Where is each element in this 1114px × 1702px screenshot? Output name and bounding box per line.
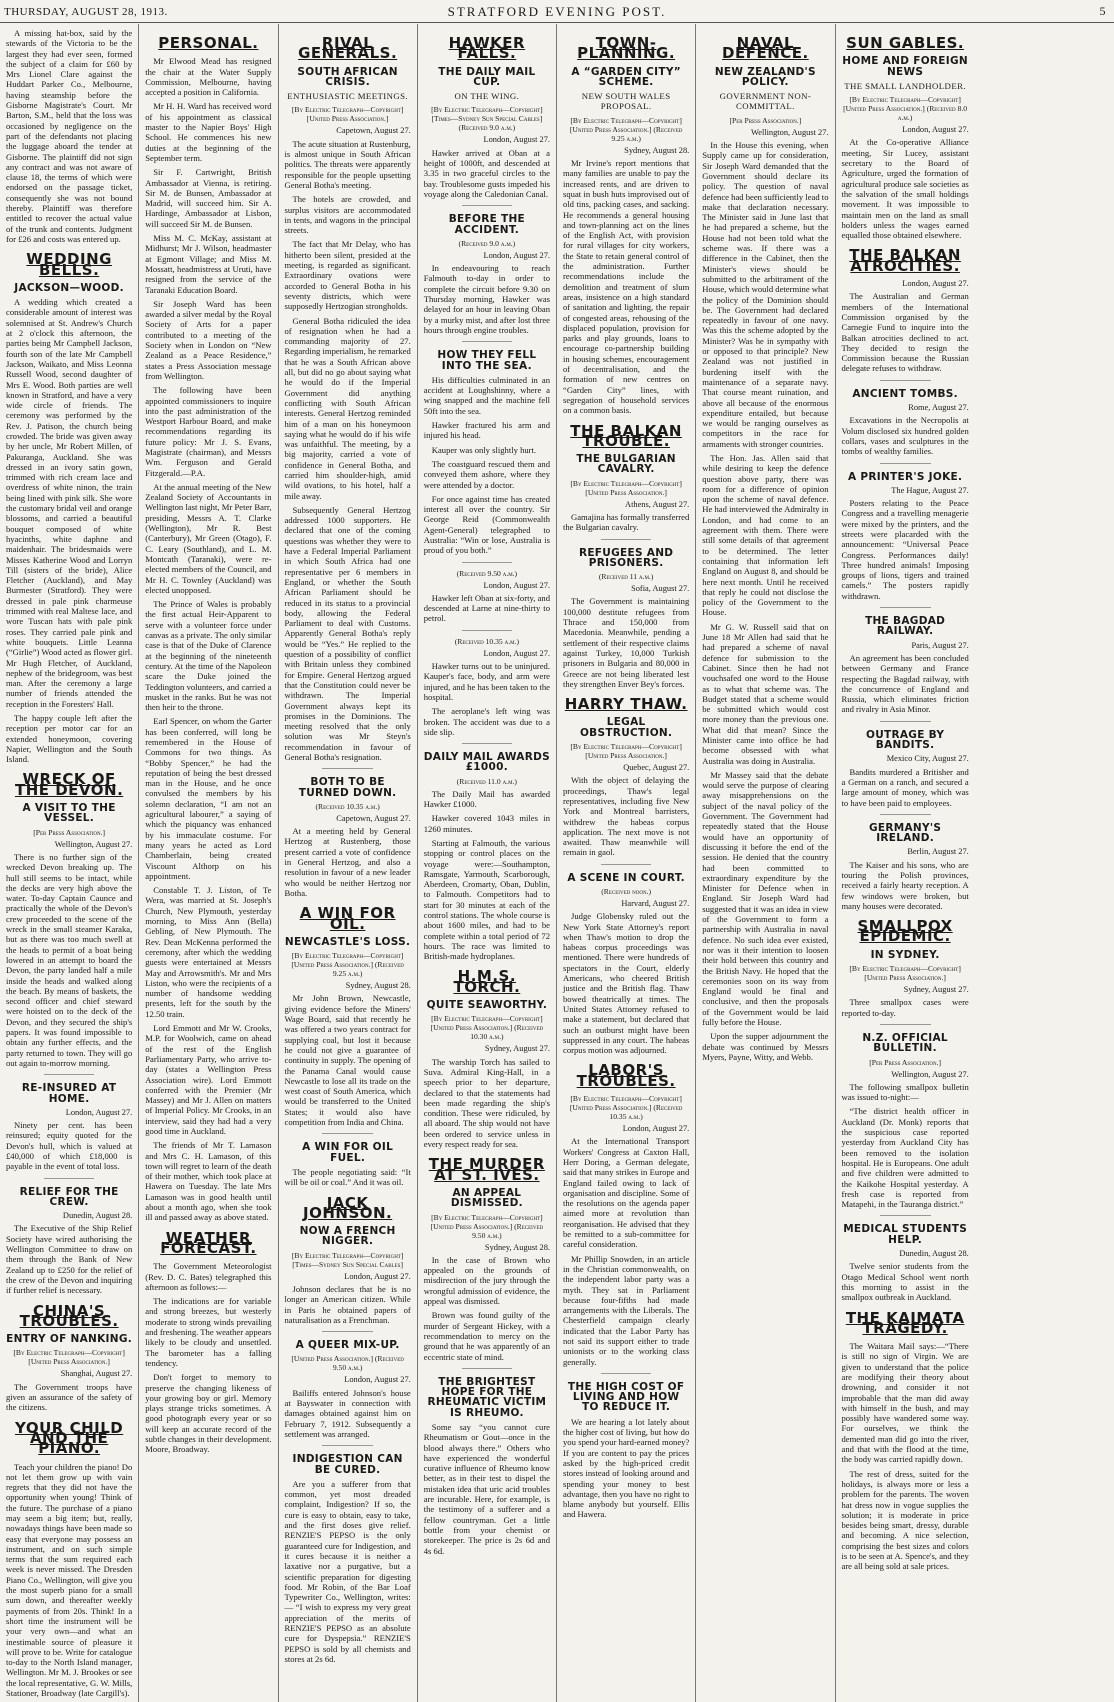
article-heading: LABOR'S TROUBLES. — [576, 1061, 676, 1090]
paragraph: Starting at Falmouth, the various stopping or control places on the voyage were:—Southampton, Ramsgate, Yarmouth, Scarborough, Aberdeen, Cromarty, Oban, Dublin, to Falmouth. Competitors had to start for 30 minutes at each of the control stations. The whole course is about 1600 miles, and had to be complete within a total period of 72 hours. The race was limited to British-made hydroplanes. — [423, 837, 550, 962]
dateline: Mexico City, August 27. — [886, 754, 969, 764]
divider-rule — [44, 1178, 95, 1179]
column-6 — [696, 24, 835, 1702]
wire-credit: [By Electric Telegraph—Copyright] [United Press Association.] — [849, 964, 961, 983]
article — [841, 246, 969, 374]
column-3 — [279, 24, 418, 1702]
paragraph: The happy couple left after the reception per motor car for an extended honeymoon, covering Napier, Wellington and the South Island. — [6, 713, 133, 765]
article — [285, 1445, 411, 1664]
paragraph: His difficulties culminated in an accident at Loughshinny, where a wing snapped and the machine fell 50ft into the sea. — [423, 374, 550, 416]
article-subheading: THE HIGH COST OF LIVING AND HOW TO REDUCE IT. — [567, 1380, 685, 1414]
divider-rule — [880, 814, 931, 815]
article-heading: YOUR CHILD AND THE PIANO. — [15, 1418, 124, 1458]
paragraph: Mr Elwood Mead has resigned the chair at the Water Supply Commission, Melbourne, having accepted a position in California. — [145, 56, 272, 98]
paragraph: Earl Spencer, on whom the Garter has been conferred, will long be remembered in the House of Commons for two things. As “Bobby Spencer,” he had the reputation of being the best dressed man in the House, and he once convulsed the members by his solemn declaration, “I am not an agricultural labourer,” a saying of which the piquancy was enhanced by his immaculate costume. For many years he acted as Lord Chamberlain, being created Viscount Althorp on his appointment. — [145, 716, 272, 881]
paragraph: Sir F. Cartwright, British Ambassador at Vienna, is retiring. Sir M. de Bunsen, Ambassador at Madrid, will succeed him. Sir A. Hardinge, Ambassador at Lisbon, will succeed Sir M. de Bunsen. — [145, 167, 272, 229]
paragraph: The Daily Mail has awarded Hawker £1000. — [423, 788, 550, 810]
article — [424, 341, 550, 555]
article — [563, 1061, 690, 1367]
article — [841, 917, 969, 1018]
wire-credit: (Received 10.35 a.m.) — [454, 636, 519, 646]
paragraph: The Waitara Mail says:—“There is still no sign of Virgin. We are given to understand that the police are modifying their theory about drowning, and consider it not improbable that the man did away with himself in the bush, and may possibly have wandered some way. For ourselves, we think the demented man did go into the river, and that with the flood at the time, the body was carried rapidly down. — [841, 1341, 969, 1465]
wire-credit: [By Electric Telegraph—Copyright] [United Press Association.] (Received 10.30 a.m.) — [430, 1014, 544, 1042]
column-7 — [836, 24, 975, 1702]
divider-rule — [462, 562, 513, 563]
wire-credit: (Received noon.) — [601, 887, 651, 896]
paragraph: The fact that Mr Delay, who has hitherto been silent, presided at the meeting, is regarded as significant. Extraordinary ovations were accorded to General Botha in his seventy districts, which were supposedly Hertzogian strongholds. — [284, 239, 411, 312]
article — [285, 768, 411, 898]
article-heading: THE MURDER AT ST. IVES. — [428, 1155, 545, 1184]
article-deck: GOVERNMENT NON-COMMITTAL. — [719, 91, 812, 112]
article-subheading: THE BRIGHTEST HOPE FOR THE RHEUMATIC VICTIM IS RHEUMO. — [427, 1375, 547, 1419]
dateline: Sydney, August 28. — [484, 1242, 550, 1252]
paragraph: Bandits murdered a Britisher and a German on a ranch, and secured a large amount of money, which was to have been paid to employees. — [841, 766, 969, 808]
paragraph: Hawker arrived at Oban at a height of 1000ft, and descended at 3.35 in two graceful circles to the bay. Troublesome gusts impeded his voyage along the Caledonian Canal. — [423, 147, 550, 199]
article-subheading: HOW THEY FELL INTO THE SEA. — [437, 349, 537, 372]
article — [424, 1368, 550, 1556]
paragraph: Kauper was only slightly hurt. — [431, 444, 537, 455]
dateline: Quebec, August 27. — [623, 763, 690, 773]
masthead-date: THURSDAY, AUGUST 28, 1913. — [4, 6, 168, 18]
article — [284, 1193, 411, 1326]
wire-credit: (Received 11.0 a.m.) — [456, 776, 517, 786]
article-heading: A WIN FOR OIL. — [299, 904, 396, 933]
wire-credit: [Per Press Association.] — [33, 827, 106, 837]
divider-rule — [601, 864, 652, 865]
article-heading: JACK JOHNSON. — [303, 1193, 393, 1222]
divider-rule — [601, 1373, 652, 1374]
paragraph: The acute situation at Rustenburg, is almost unique in South African politics. The threats were apparently responsible for the people upsetting General Botha's meeting. — [284, 138, 411, 190]
article-heading: PERSONAL. — [158, 34, 259, 52]
paragraph: The Kaiser and his sons, who are touring the Polish provinces, received a fairly hearty reception. A few windows were broken, but many houses were decorated. — [841, 859, 969, 911]
paragraph: The coastguard rescued them and conveyed them ashore, where they were attended by a doctor. — [423, 458, 550, 490]
paragraph: The aeroplane's left wing was broken. The accident was due to a side slip. — [423, 706, 550, 737]
wire-credit: (Received 11 a.m.) — [598, 572, 654, 582]
article — [145, 1228, 272, 1455]
article-subheading: THE BULGARIAN CAVALRY. — [576, 453, 676, 476]
divider-rule — [462, 1368, 513, 1369]
paragraph: At the annual meeting of the New Zealand Society of Accountants in Wellington last night, Mr Peter Barr, presiding, Messrs A. T. Clarke (Wellington), Mr R. Best (Canterbury), Mr Green (Otago), F. C. Leary (Southland), and L. M. Montcath (Taranaki), were re-elected members of the Council, and Mr H. C. Townley (Auckland) was elected unopposed. — [145, 481, 272, 595]
dateline: Shanghai, August 27. — [60, 1369, 133, 1379]
wire-credit: [By Electric Telegraph—Copyright] [Times—Sydney Sun Special Cables] — [291, 1250, 404, 1269]
article-subheading: A VISIT TO THE VESSEL. — [22, 802, 116, 825]
paragraph: The friends of Mr T. Lamason and Mrs C. H. Lamason, of this town will regret to learn of the death of their mother, which took place at Hawera on Tuesday. The late Mrs Lamason was in good health until about a month ago, when she took ill and passed away as above stated. — [145, 1140, 272, 1223]
wire-credit: [By Electric Telegraph—Copyright] [United Press Association.] — [13, 1348, 125, 1367]
dateline: Berlin, August 27. — [907, 847, 969, 857]
paragraph: Mr John Brown, Newcastle, giving evidence before the Miners' Wage Board, said that recently he was offered a two years contract for supplying coal, but lost it because he could not give a guarantee of continuity in supply. The opening of the Panama Canal would cause Newcastle to lose all its trade on the west coast of South America, which would be transferred to the United States; it would also have competition from India and China. — [284, 993, 411, 1128]
paragraph: We are hearing a lot lately about the higher cost of living, but how do you spend your hard-earned money? If you are content to pay the prices asked by the high-priced credit stores instead of looking around and spending your money to best advantage, then you have no right to blame anybody but yourself. Ellis and Hawera. — [563, 1416, 690, 1520]
paragraph: Mr H. H. Ward has received word of his appointment as classical master to the Napier Boys' High School. He commences his new duties at the beginning of the September term. — [145, 101, 272, 163]
article — [423, 1155, 550, 1362]
column-5 — [557, 24, 696, 1702]
article — [842, 463, 969, 602]
article-deck: ON THE WING. — [454, 91, 520, 102]
wire-credit: [By Electric Telegraph—Copyright] [Times—Sydney Sun Special Cables] (Received 9.0 a.m.) — [431, 105, 543, 133]
article — [284, 904, 411, 1128]
article — [842, 607, 969, 715]
paragraph: In the case of Brown who appealed on the grounds of misdirection of the jury through the wrongful admission of evidence, the appeal was dismissed. — [423, 1254, 550, 1307]
article-subheading: BOTH TO BE TURNED DOWN. — [298, 776, 397, 799]
page-number: 5 — [1099, 4, 1106, 18]
divider-rule — [462, 630, 513, 631]
article — [841, 1308, 969, 1572]
paragraph: At the International Transport Workers' Congress at Caxton Hall, Herr Doring, a German delegate, said that many strikes in Europe and England failed owing to lack of organisation and discipline. Some of the resolutions on the agenda paper aimed more at revolution than reorganisation. He advised that they be remitted to a sub-committee for careful consideration. — [563, 1136, 690, 1250]
article-subheading: NOW A FRENCH NIGGER. — [299, 1225, 396, 1248]
paragraph: Upon the supper adjournment the debate was continued by Messrs Myers, Payne, Witty, and Webb. — [702, 1031, 829, 1062]
paragraph: Miss M. C. McKay, assistant at Midhurst; Mr J. Wilson, headmaster at Egmont Village; and Miss M. Mossatt, headmistress at Uruti, have resigned from the service of the Taranaki Education Board. — [145, 233, 272, 295]
paragraph: The Government troops have given an assurance of the safety of the citizens. — [6, 1381, 133, 1413]
article — [6, 250, 133, 765]
dateline: Sydney, August 27. — [903, 985, 969, 995]
divider-rule — [322, 1331, 373, 1332]
article-heading: WRECK OF THE DEVON. — [14, 770, 124, 799]
article-deck: THE SMALL LANDHOLDER. — [844, 80, 966, 91]
article — [563, 1373, 689, 1520]
article-heading: HARRY THAW. — [564, 695, 688, 714]
paragraph: Hawker fractured his arm and injured his head. — [423, 420, 550, 441]
article-subheading: HOME AND FOREIGN NEWS — [842, 55, 968, 78]
article-subheading: LEGAL OBSTRUCTION. — [579, 716, 673, 739]
divider-rule — [322, 1133, 373, 1134]
article-subheading: GERMANY'S IRELAND. — [868, 821, 942, 845]
article — [285, 1331, 411, 1439]
dateline: Sofia, August 27. — [631, 584, 690, 594]
dateline: London, August 27. — [344, 1375, 411, 1385]
article — [842, 1215, 969, 1302]
wire-credit: [By Electric Telegraph—Copyright] [United Press Association.] (Received 10.35 a.m.) — [569, 1094, 683, 1122]
article-subheading: A PRINTER'S JOKE. — [847, 470, 963, 483]
article-subheading: THE DAILY MAIL CUP. — [438, 65, 536, 88]
wire-credit: (Received 9.0 a.m.) — [458, 238, 516, 248]
article — [841, 34, 969, 241]
paragraph: The following have been appointed commissioners to inquire into the past administration of the Westport Harbour Board, and make recommendations regarding its future policy: Mr J. S. Evans, Magistrate (chairman), and Messrs Wm. Ferguson and Gerald Fitzgerald.—P.A. — [145, 385, 272, 478]
article — [563, 864, 689, 1056]
paragraph: For once against time has created interest all over the country. Sir George Reid (Commonwealth Agent-General) telegraphed to Australia: “Win or lose, Australia is proud of you both.” — [423, 493, 550, 556]
masthead — [0, 0, 1114, 23]
dateline: Capetown, August 27. — [336, 126, 411, 136]
article-heading: WEDDING BELLS. — [26, 250, 112, 279]
dateline: Dunedin, August 28. — [899, 1249, 969, 1259]
divider-rule — [322, 1445, 373, 1446]
article — [6, 1301, 133, 1413]
dateline: London, August 27. — [902, 125, 969, 135]
article-subheading: NEWCASTLE'S LOSS. — [284, 935, 411, 948]
paragraph: Twelve senior students from the Otago Medical School went north this morning to assist in the smallpox outbreak in Auckland. — [841, 1261, 969, 1303]
paragraph: Ninety per cent. has been reinsured; equity quoted for the Devon's hull, which is valued at £40,000 of which £18,000 is payable in the event of total loss. — [6, 1120, 133, 1172]
article — [842, 1024, 969, 1209]
paragraph: Brown was found guilty of the murder of Sergeant Hickey, with a recommendation to mercy on the ground that he was apparently of an eccentric state of mind. — [423, 1310, 550, 1362]
article-subheading: NEW ZEALAND'S POLICY. — [714, 65, 816, 88]
paragraph: Don't forget to memory to preserve the changing likeness of your growing boy or girl. Memory plays strange tricks sometimes. A good photograph every year or so will keep an accurate record of the subtle changes in their development. Moore, Broadway. — [145, 1372, 272, 1455]
paragraph: Hawker covered 1043 miles in 1260 minutes. — [423, 813, 550, 834]
paragraph: Sir Joseph Ward has been awarded a silver medal by the Royal Society of Arts for a paper contributed to a meeting of the Society when in London on “New Zealand as a Peace Residence,” states a Press Association message from Wellington. — [145, 298, 272, 381]
article-heading: SUN GABLES. — [846, 34, 965, 52]
dateline: Wellington, August 27. — [891, 1069, 969, 1079]
divider-rule — [880, 463, 931, 464]
wire-credit: [By Electric Telegraph—Copyright] [United Press Association.] — [570, 478, 682, 497]
article-subheading: ENTRY OF NANKING. — [6, 1333, 133, 1346]
article — [563, 421, 690, 533]
paragraph: The Australian and German members of the International Commission organised by the Carnegie Fund to inquire into the Balkan atrocities declined to act. They decided to resign the Commission because the Russian delegate refuses to withdraw. — [841, 291, 969, 374]
wire-credit: [By Electric Telegraph—Copyright] [United Press Association.] — [291, 105, 404, 124]
dateline: London, August 27. — [483, 580, 550, 590]
article — [6, 1418, 133, 1699]
wire-credit: [Per Press Association.] — [729, 115, 802, 125]
article-subheading: A “GARDEN CITY” SCHEME. — [571, 65, 681, 88]
article-subheading: A QUEER MIX-UP. — [295, 1339, 400, 1352]
paragraph: The indications are for variable and strong breezes, but westerly moderate to strong winds prevailing and freshening. The weather appears likely to be cloudy and unsettled. The barometer has a falling tendency. — [145, 1296, 272, 1368]
article-subheading: N.Z. OFFICIAL BULLETIN. — [862, 1031, 948, 1055]
dateline: London, August 27. — [622, 1124, 690, 1134]
article-heading: THE BALKAN ATROCITIES. — [849, 246, 961, 275]
article — [702, 34, 829, 1062]
article-heading: NAVAL DEFENCE. — [722, 34, 809, 63]
dateline: Wellington, August 27. — [54, 839, 133, 849]
paragraph: Three smallpox cases were reported to-day. — [841, 997, 969, 1018]
dateline: Dunedin, August 28. — [62, 1211, 133, 1221]
paragraph: Hawker turns out to be uninjured. Kauper's face, body, and arm were injured, and he has been taken to the hospital. — [423, 661, 550, 702]
divider-rule — [880, 380, 931, 381]
article — [6, 28, 132, 244]
dateline: Harvard, August 27. — [621, 899, 690, 908]
dateline: Athens, August 27. — [625, 499, 690, 509]
paragraph: Subsequently General Hertzog addressed 1000 supporters. He declared that one of the coming questions was whether they were to have a Federal Imperial Parliament in which South Africa had one representative per 6 members in England, or whether the South African Parliament should be reduced in its status to a provincial body, allowing the Federal Parliament to deal with Customs. Apparently General Botha's reply would be “Yes.” He replied to the question of a possibility of conflict with Britain unless they combined for Empire. General Hertzog argued that the Constitution could never be withdrawn. The Imperial Government always kept its promises in the Dominions. The meeting resolved that the only solution was Mr Steyn's recommendation in favour of General Botha's resignation. — [284, 504, 411, 762]
paragraph: The Prince of Wales is probably the first actual Heir-Apparent to serve with a volunteer force under canvas as a private. The only similar case is that of the Duke of Clarence at the beginning of the nineteenth century. At the time of the Napoleon scare the Duke joined the Teddington volunteers, and carried a musket in the ranks. But he was not then heir to the throne. — [145, 599, 272, 713]
paragraph: Excavations in the Necropolis at Volum disclosed six hundred golden collars, vases and sculptures in the tombs of wealthy families. — [841, 415, 969, 457]
article-subheading: BEFORE THE ACCIDENT. — [448, 213, 526, 236]
article-heading: THE KAIMATA TRAGEDY. — [845, 1308, 965, 1337]
divider-rule — [880, 1024, 931, 1025]
paragraph: An agreement has been concluded between Germany and France respecting the Bagdad railway, with the concurrence of England and Russia, which eliminates friction and rivalry in Asia Minor. — [841, 652, 969, 715]
dateline: London, August 27. — [902, 279, 969, 289]
paragraph: A wedding which created a considerable amount of interest was solemnised at St. Andrew's Church at 2 o'clock this afternoon, the parties being Mr Campbell Jackson, fourth son of the late Mr Campbell Jackson, Waikato, and Miss Leonna Russell Wood, second daughter of Mrs E. Wood. Both parties are well known in Stratford, and have a very wide circle of friends. The ceremony was performed by the Rev. J. Patison, the church being crowded. The bride was given away by her uncle, Mr Robert Millen, of Pakuranga, Auckland. She was dressed in an ivory satin gown, trimmed with rich cream lace and overdress of white ninon, the train being lined with pink silk. She wore the customary bridal veil and orange blossoms, and carried a beautiful bouquet composed of white hyacinths, white daphne and maidenhair. The bridesmaids were Misses Katherine Wood and Lorryn Till (sisters of the bride), Alice Fletcher (Auckland), and May Burmester (Stratford). They were dressed in pale pink charmeuse trimmed with real Maltese lace, and wore Tuscan hats with pale pink roses. They carried pale pink and white bouquets. Little Leanna (“Girlie”) Wood acted as flower girl. Mr Hugh Fletcher, of Auckland, nephew of the bridegroom, was best man. After the ceremony a large number of friends attended the reception in the Foresters' Hall. — [6, 297, 133, 709]
divider-rule — [880, 607, 931, 608]
article-subheading: RELIEF FOR THE CREW. — [19, 1185, 119, 1208]
article-subheading: RE-INSURED AT HOME. — [21, 1082, 117, 1105]
wire-credit: [United Press Association.] (Received 9.50 a.m.) — [291, 1354, 404, 1373]
article — [424, 205, 550, 335]
dateline: Sydney, August 28. — [345, 981, 411, 991]
article-subheading: DAILY MAIL AWARDS £1000. — [423, 751, 550, 774]
paragraph: Are you a sufferer from that common, yet most dreaded complaint, Indigestion? If so, the cure is easy to obtain, easy to take, and the first doses give relief. RENZIE'S PEPSO is the only guaranteed cure for Indigestion, and it cures because it is neither a laxative nor a purgative, but a scientific preparation for digesting food. Mr Robin, of the Bar Loaf Typewriter Co., Wellington, writes:— “I wish to express my very great appreciation of the merits of RENZIE'S PEPSO as an absolute cure for Dyspepsia.” RENZIE'S PEPSO is sold by all chemists and stores at 2s 6d. — [284, 1478, 411, 1664]
article — [842, 380, 969, 457]
paragraph: The hotels are crowded, and surplus visitors are accommodated in tents, and wagons in the principal streets. — [284, 194, 411, 236]
article-subheading: OUTRAGE BY BANDITS. — [865, 728, 945, 752]
article-heading: RIVAL GENERALS. — [298, 34, 398, 63]
dateline: Sydney, August 28. — [624, 145, 690, 155]
article-heading: HAWKER FALLS. — [448, 34, 526, 63]
article-subheading: SOUTH AFRICAN CRISIS. — [297, 65, 398, 88]
paragraph: Mr Irvine's report mentions that many families are unable to pay the increased rents, and are driven to squat in bush huts improvised out of old tins, packing cases, and sacking. He recommends a general housing and town-planning act on the lines of the English Act, with provision for rural villages for city workers, the State to retain general control of the administration. Further recommendations include the demolition and treatment of slum areas, insistence on a high standard of sanitation and lighting, the repair of congested areas, rehousing of the displaced population, provision for parks and play grounds, loans to encourage co-partnership building in housing schemes, encouragement of decentralisation, and the formation of new centres on “Garden City” lines, with segregation of household services on a common basis. — [563, 158, 690, 416]
paragraph: Bailiffs entered Johnson's house at Bayswater in connection with damages obtained against him on February 7, 1912. Subsequently a settlement was arranged. — [284, 1387, 411, 1439]
paragraph: General Botha ridiculed the idea of resignation when he had a commanding majority of 27. Regarding imperialism, he remarked that he was a South African above all, but did no go about saying what he would do if the Imperial Government did anything conflicting with South African interests. General Hertzog reminded him of a man on his honeymoon saying what he would do if his wife was unfaithful. The meeting, by a big majority, carried a vote of confidence in General Botha, and carried him shoulder-high, amid wild ovations, to his hotel, half a mile away. — [284, 315, 411, 501]
article — [423, 34, 550, 199]
paragraph: There is no further sign of the wrecked Devon breaking up. The hull still seems to be intact, while the decks are very high above the water. To-day Captain Caunce and practically the whole of the Devon's crew proceeded to the scene of the wreck in the small steamer Karaka, but as there was too much swell at the heads to permit of a boat being lowered in an attempt to board the Devon, the party landed half a mile inside the heads and walked along the beach. By means of baskets, the second officer and chief steward were hoisted on to the deck of the Devon, and they secured the ship's papers. It was found impossible to obtain any further effects, and the party returned to town. They will go out again to-morrow morning. — [6, 851, 133, 1068]
dateline: Paris, August 27. — [911, 640, 969, 650]
paragraph: With the object of delaying the proceedings, Thaw's legal representatives, including five New York and Montreal barristers, withdrew the habeas corpus application. The next move is not awaited. Thaw meanwhile will remain in gaol. — [563, 775, 690, 858]
article-subheading: MEDICAL STUDENTS HELP. — [843, 1223, 968, 1246]
article — [563, 695, 690, 858]
dateline: The Hague, August 27. — [891, 485, 969, 495]
article — [424, 562, 550, 624]
dateline: Rome, August 27. — [908, 403, 969, 413]
divider-rule — [44, 1074, 95, 1075]
article-heading: SMALLPOX EPIDEMIC. — [857, 917, 953, 946]
column-4 — [418, 24, 557, 1702]
divider-rule — [322, 768, 373, 769]
dateline: Sydney, August 27. — [484, 1044, 550, 1054]
paragraph: Lord Emmott and Mr W. Crooks, M.P. for Woolwich, came on ahead of the rest of the English Parliamentary Party, who arrive to-day (states a Wellington Press Association wire). Lord Emmott conferred with the Premier (Mr Massey) and Mr J. Allen on matters of Imperial Policy. Mr Crooks, in an interview, said they had had a very good time in Auckland. — [145, 1023, 272, 1136]
paragraph: The following smallpox bulletin was issued to-night:— — [841, 1081, 969, 1103]
paragraph: The Government Meteorologist (Rev. D. C. Bates) telegraphed this afternoon as follows:— — [145, 1261, 272, 1292]
article — [6, 1178, 132, 1296]
article — [563, 34, 690, 416]
dateline: Wellington, August 27. — [751, 127, 829, 137]
article — [6, 770, 133, 1068]
paragraph: Judge Globensky ruled out the New York State Attorney's report when Thaw's motion to drop the habeas corpus proceedings was mentioned. There were hundreds of spectators in the Court, elderly Americans, who cheered British justice and the British flag. Thaw bowed theatrically at times. The United States Attorney refused to make a statement, but declared that such an outburst might have been suppressed in any court. The habeas corpus motion was adjourned. — [563, 911, 690, 1056]
paragraph: The Hon. Jas. Allen said that while desiring to keep the defence question above party, there was room for a difference of opinion upon the scheme of naval defence. He had interviewed the Admiralty in London, and had come to an agreement with them. There were still some details of that agreement to be determined. The letter containing that information left England on August 8, and should be here next month. Until he received that reply he could not disclose the policy of the Government to the House. — [702, 452, 829, 618]
dateline: London, August 27. — [483, 135, 550, 145]
paragraph: The Executive of the Ship Relief Society have wired authorising the Wellington Committee to draw on them through the Bank of New Zealand up to £250 for the relief of the crew of the Devon and inquiring if further relief is necessary. — [6, 1223, 133, 1296]
paragraph: Constable T. J. Liston, of Te Wera, was married at St. Joseph's Church, New Plymouth, yesterday morning, to Miss Ann (Bella) Gebling, of New Plymouth. The Rev. Dean McKenna performed the ceremony, after which the wedding guests were entertained at Messrs May and Arrowsmith's. Mr and Mrs Liston, who were the recipients of a number of handsome wedding presents, left for the south by the 12.50 train. — [145, 885, 272, 1019]
paragraph: At the Co-operative Alliance meeting, Sir Lucey, assistant secretary to the Board of Agriculture, urged the formation of agricultural produce sale societies as the salvation of the small holdings movement. It was impossible to maintain men on the land as small holders unless the wages earned equalled those obtained elsewhere. — [841, 137, 969, 241]
paragraph: “The district health officer in Auckland (Dr. Monk) reports that the suspicious case reported yesterday from Auckland City has been removed to the isolation hospital. He is Europeans. One adult and five children were admitted to the Kaikohe Hospital yesterday. A fresh case is reported from Matapehi, in the Tauranga district.” — [841, 1106, 969, 1210]
article-subheading: AN APPEAL DISMISSED. — [450, 1186, 523, 1210]
article-subheading: JACKSON—WOOD. — [14, 281, 124, 294]
article-heading: CHINA'S TROUBLES. — [19, 1301, 119, 1330]
divider-rule — [462, 743, 513, 744]
article-subheading: IN SYDNEY. — [870, 948, 940, 961]
paragraph: In endeavouring to reach Falmouth to-day in order to complete the circuit before 9.30 on Thursday morning, Hawker was delayed for an hour in leaving Oban by a murky mist, and after lost three hours through engine troubles. — [423, 263, 550, 335]
paragraph: The people negotiating said: “It will be oil or coal.” And it was oil. — [284, 1166, 411, 1188]
dateline: London, August 27. — [344, 1271, 411, 1281]
paragraph: Mr Massey said that the debate would serve the purpose of clearing away misapprehensions on the subject of the naval policy of the Government. The Government had repeatedly stated that the House would have an opportunity of discussing it before the end of the session. He denied that the country had been committed to extraordinary expenditure by the Minister for Defence when in England. Sir Joseph Ward had suggested that it was an idea in view of the Government to form a partnership with Australia in naval defence. No such idea ever existed, nor was it their intention to loosen their hold between this country and the British Navy. He hoped that the ceremonies soon on its way from England would be final and conclusive, and then the proposals of the Government would be laid fully before the House. — [702, 769, 829, 1028]
article-subheading: THE BAGDAD RAILWAY. — [865, 615, 946, 638]
masthead-title: STRATFORD EVENING POST. — [447, 4, 667, 19]
article-subheading: REFUGEES AND PRISONERS. — [578, 546, 674, 569]
paragraph: Some say “you cannot cure Rheumatism or Gout—once in the blood always there.” Others who have experienced the wonderful curative influence of Rheumo know better, as in their test to dispel the mistaken idea that uric acid troubles are incurable. Here, for example, is the testimony of a sufferer and a fellow countryman. Get a little bottle from your chemist or storekeeper. The price is 2s 6d and 4s 6d. — [423, 1421, 550, 1556]
wire-credit: [Per Press Association.] — [869, 1057, 942, 1067]
article-subheading: INDIGESTION CAN BE CURED. — [292, 1453, 403, 1476]
article — [563, 539, 689, 690]
article — [842, 814, 969, 911]
paragraph: The rest of dress, suited for the holidays, is always more or less a problem for the parents. The woven hat dress now in vogue supplies the solution; it is moderate in price besides being smart, dressy, durable and becoming. A nice selection, comprising the best sizes and colors is to be seen at A. Spence's, and they are all being sold at sale prices. — [841, 1468, 969, 1572]
article — [284, 34, 411, 762]
wire-credit: [By Electric Telegraph—Copyright] [United Press Association.] (Received 8.0 a.m.) — [843, 95, 968, 123]
article-subheading: A WIN FOR OIL FUEL. — [302, 1141, 394, 1164]
wire-credit: [By Electric Telegraph—Copyright] [United Press Association.] (Received 9.25 a.m.) — [291, 951, 404, 979]
paragraph: Gamajina has formally transferred the Bulgarian cavalry. — [563, 511, 690, 533]
wire-credit: [By Electric Telegraph—Copyright] [United Press Association.] — [570, 742, 682, 761]
paragraph: The warship Torch has sailed to Suva. Admiral King-Hall, in a speech prior to her departure, declared to that the statements had been made regarding the ship's condition. These were ridiculed, by all aboard. The ship would not have been ordered to service unless in every respect ready for sea. — [423, 1056, 550, 1150]
dateline: London, August 27. — [483, 250, 550, 260]
article — [842, 721, 969, 808]
article — [6, 1074, 132, 1171]
article-subheading: QUITE SEAWORTHY. — [426, 999, 548, 1012]
paragraph: The Government is maintaining 100,000 destitute refugees from Thrace and 150,000 from Macedonia. Meanwhile, pending a settlement of their respective claims against Turkey, 10,000 Turkish prisoners in Bulgaria and 80,000 in Greece are not being liberated lest they strengthen Enver Bey's forces. — [563, 596, 690, 689]
paragraph: Posters relating to the Peace Congress and a travelling menagerie were mixed by the printers, and the streets were placarded with the announcement: “Universal Peace Congress. Performances daily! Three hundred animals! Imposing groups of lions, tigers and trained camels.” The posters rapidly withdrawn. — [841, 498, 969, 601]
article-heading: TOWN-PLANNING. — [577, 34, 676, 63]
paragraph: At a meeting held by General Hertzog at Rustenberg, those present carried a vote of confidence in General Hertzog, and also a resolution in favour of a new leader who would be neither Hertzog nor Botha. — [284, 826, 411, 898]
column-1 — [0, 24, 139, 1702]
article — [424, 630, 550, 737]
article-heading: WEATHER FORECAST. — [160, 1228, 257, 1257]
dateline: London, August 27. — [483, 648, 550, 658]
divider-rule — [462, 205, 513, 206]
divider-rule — [601, 539, 652, 540]
wire-credit: (Received 10.35 a.m.) — [315, 801, 380, 811]
paragraph: Teach your children the piano! Do not let them grow up with vain regrets that they did not have the opportunity when young! Think of the future. The purchase of a piano may seem a big item; but, really, nowadays things have been made so easy that everyone may possess an instrument, and on such simple terms that the sum required each week is never missed. The Dresden Piano Co., Wellington, will give you the most superb piano for a small sum down, and thereafter weekly payments of from 20s. Think! In a short time the instrument will be your very own—and what an inestimable source of pleasure it will prove to be. Write for catalogue to-day to the North Island manager, Wellington. Mr M. J. Brookes or see the local representative, G. W. Mills, Stationer, Broadway (late Cargill's). — [6, 1461, 133, 1699]
article-subheading: A SCENE IN COURT. — [567, 871, 685, 884]
article — [424, 743, 550, 961]
divider-rule — [880, 721, 931, 722]
article — [423, 967, 550, 1150]
paragraph: Mr Phillip Snowden, in an article in the Christian commonwealth, on the independent labor party was a myth. They sat in Parliament because four-fifths had made arrangements with the Liberals. The Chesterfield campaign clearly indicated that the Labor Party has not said its support either to trade unionists or to the working class generally. — [563, 1253, 690, 1367]
paragraph: In the House this evening, when Supply came up for consideration, Sir Joseph Ward demanded that the Government should declare its policy. The question of naval defence had been sufficiently lead to make that declaration necessary. The Minister said in June last that he had prepared a scheme, but the House had not been told what the scheme was. If there was a difference in the Cabinet, then the Minister's views should be submitted to the arbitrament of the House, which would determine what the policy of the Dominion should be. The Government had declared repeatedly in favour of one navy. Was this the scheme adopted by the Minister? Was he in sympathy with or opposed to that principle? New Zealand was not justified in burdening itself with the maintenance of a separate navy. That course meant ruination, and above all because of the enormous expenditure entailed, but because we would be ranging ourselves as competitors in the race for armaments with stronger countries. — [702, 140, 829, 449]
dateline: Capetown, August 27. — [336, 813, 411, 823]
article-deck: NEW SOUTH WALES PROPOSAL. — [581, 91, 671, 112]
paragraph: A missing hat-box, said by the stewards of the Victoria to be the largest they had ever seen, formed the subject of a claim for £60 by Mrs Lionel Clare against the Huddart Parker Co., Melbourne, having steamship before the Gisborne Magistrate's Court. Mr Barton, S.M., held that the loss was occasioned by negligence on the part of the defendants not placing the luggage aboard the tender at Gisborne. The plaintiff did not sign any contract and was not aware of clause 18, the terms of which were endorsed on the passage ticket, consequently she was not bound thereby. Plaintiff was therefore entitled to recover the actual value of the trunk and contents. Judgment for £26 and costs was entered up. — [6, 28, 133, 244]
article-deck: ENTHUSIASTIC MEETINGS. — [287, 91, 408, 102]
column-grid — [0, 24, 1114, 1699]
paragraph: Hawker left Oban at six-forty, and descended at Larne at nine-thirty to petrol. — [423, 592, 550, 624]
article-heading: THE BALKAN TROUBLE. — [570, 421, 682, 450]
article — [145, 34, 272, 1223]
wire-credit: [By Electric Telegraph—Copyright] [United Press Association.] (Received 9.50 a.m.) — [430, 1212, 544, 1240]
wire-credit: (Received 9.50 a.m.) — [456, 568, 518, 578]
wire-credit: [By Electric Telegraph—Copyright] [United Press Association.] (Received 9.25 a.m.) — [569, 115, 683, 143]
paragraph: Mr G. W. Russell said that on June 18 Mr Allen had said that he had prepared a scheme of naval defence for submission to the Cabinet. Since then he had not vouchsafed one word to the House as to what that scheme was. The Budget stated that a scheme would be submitted which would cost more money than the previous one. What did that mean? Since the Minister came into office he had become obsessed with what Australia was doing in Australia. — [702, 621, 829, 766]
paragraph: Johnson declares that he is no longer an American citizen. While in Paris he obtained papers of naturalisation as a Frenchman. — [284, 1283, 411, 1325]
column-2 — [139, 24, 278, 1702]
divider-rule — [880, 1215, 931, 1216]
divider-rule — [462, 341, 513, 342]
dateline: London, August 27. — [65, 1107, 133, 1117]
article-heading: H.M.S. TORCH. — [453, 967, 521, 996]
article-subheading: ANCIENT TOMBS. — [852, 387, 958, 400]
article — [285, 1133, 411, 1187]
